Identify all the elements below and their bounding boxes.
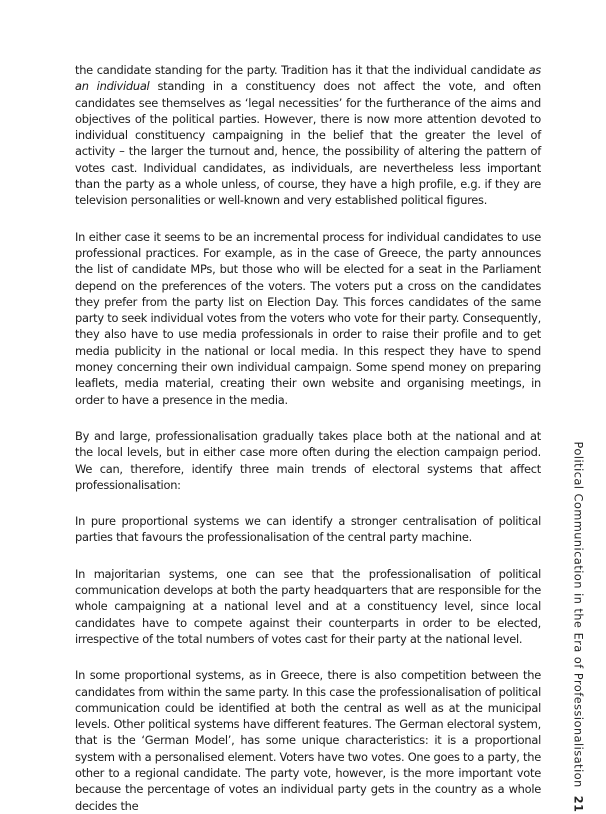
paragraph: By and large, professionalisation gradually takes place both at the national and at the local levels, but in either case more often during the election campaign period. We can, therefore, identify three main trends of electoral systems that affect professionalisation: <box>75 428 541 492</box>
page-number: 21 <box>571 795 585 813</box>
running-header-text <box>572 442 585 813</box>
paragraph: In majoritarian systems, one can see that the professionalisation of political communication develops at both the party headquarters that are responsible for the whole campaigning at a national level and at a constituency level, since local candidates have to compete against their counterparts in order to be elected, irrespective of the total numbers of votes cast for their party at the national level. <box>75 566 541 646</box>
running-header <box>570 441 586 813</box>
paragraph: the candidate standing for the party. Tradition has it that the individual candidate as an individual standing in a constituency does not affect the vote, and often candidates see themselves as ‘legal necessities’ for the furtherance of the aims and objectives of the political parties. However, there is now more attention devoted to individual constituency campaigning in the belief that the greater the level of activity – the larger the turnout and, hence, the possibility of altering the pattern of votes cast. Individual candidates, as individuals, are nevertheless less important than the party as a whole unless, of course, they have a high profile, e.g. if they are television personalities or well-known and very established political figures. <box>75 63 541 208</box>
paragraph: In either case it seems to be an incremental process for individual candidates to use professional practices. For example, as in the case of Greece, the party announces the list of candidate MPs, but those who will be elected for a seat in the Parliament depend on the preferences of the voters. The voters put a cross on the candidates they prefer from the party list on Election Day. This forces candidates of the same party to seek individual votes from the voters who vote for their party. Consequently, they also have to use media professionals in order to raise their profile and to get media publicity in the national or local media. In this respect they have to spend money concerning their own individual campaign. Some spend money on preparing leaflets, media material, creating their own website and organising meetings, in order to have a presence in the media. <box>75 229 541 407</box>
running-title: Political Communication in the Era of Professionalisation <box>571 441 585 788</box>
page-body <box>75 62 541 814</box>
paragraph: In pure proportional systems we can identify a stronger centralisation of political parties that favours the professionalisation of the central party machine. <box>75 514 541 545</box>
paragraph: In some proportional systems, as in Greece, there is also competition between the candidates from within the same party. In this case the professionalisation of political communication could be identified at both the central as well as at the municipal levels. Other political systems have different features. The German electoral system, that is the ‘German Model’, has some unique characteristics: it is a proportional system with a personalised element. Voters have two votes. One goes to a party, the other to a regional candidate. The party vote, however, is the more important vote because the percentage of votes an individual party gets in the country as a whole decides the <box>75 668 541 813</box>
emphasis-text: as an individual <box>75 63 541 94</box>
